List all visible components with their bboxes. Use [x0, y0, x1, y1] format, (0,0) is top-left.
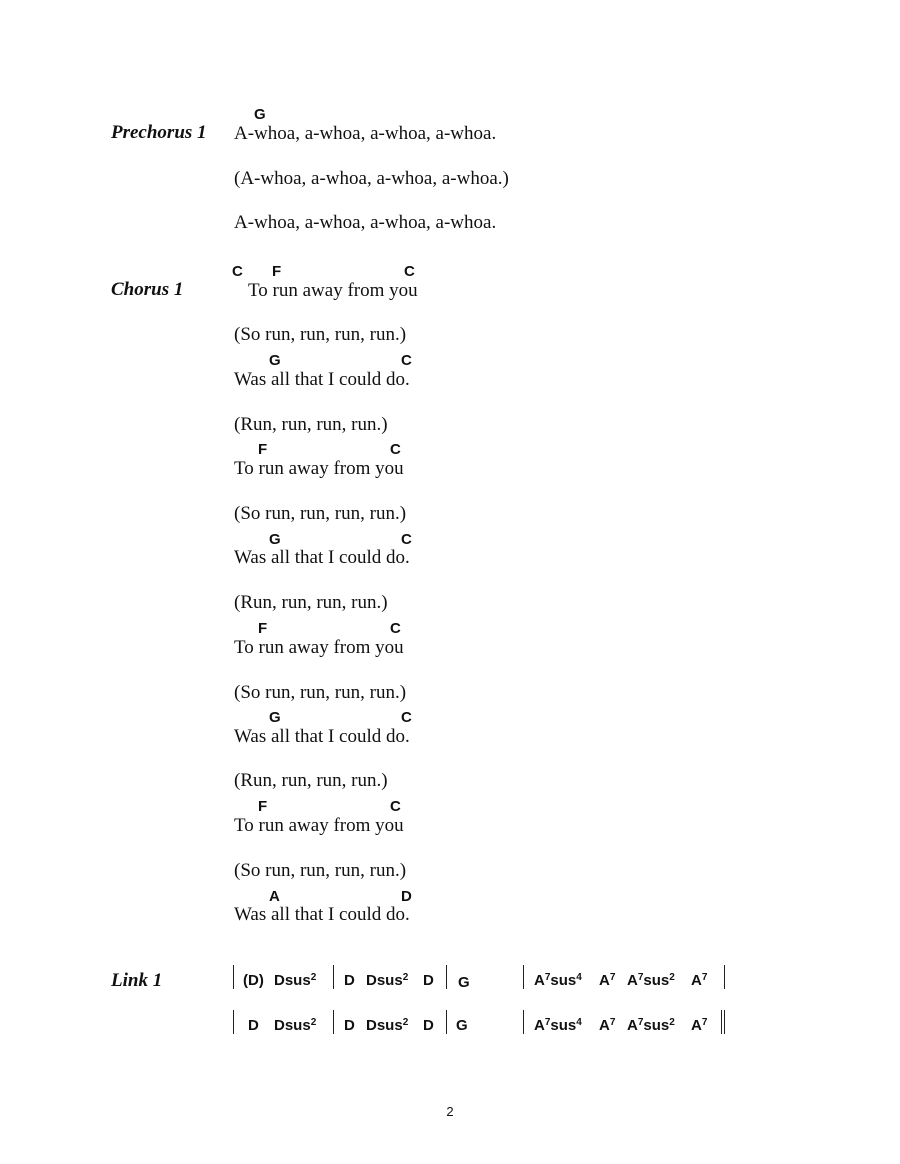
lyric-line: To run away from you: [248, 280, 418, 301]
barline: [233, 1010, 234, 1034]
link-chord: $A^7$: [599, 972, 616, 989]
chord: C: [401, 531, 412, 548]
barline: [523, 965, 524, 989]
lyric-line: A-whoa, a-whoa, a-whoa, a-whoa.: [234, 212, 497, 233]
chord-prechorus-g: G: [254, 106, 266, 123]
lyric-line: (So run, run, run, run.): [234, 860, 407, 881]
chord: C: [390, 620, 401, 637]
link-chord: D: [248, 1017, 259, 1034]
chord: D: [401, 888, 412, 905]
lyric-line: Was all that I could do.: [234, 904, 410, 925]
chord: G: [269, 709, 281, 726]
link-chord: Dsus$^2$: [274, 972, 317, 989]
link-chord: $A^7sus^2$: [627, 972, 675, 989]
chord: F: [258, 798, 268, 815]
section-label-chorus: Chorus 1: [111, 279, 184, 300]
section-label-link: Link 1: [111, 970, 163, 991]
barline: [333, 965, 334, 989]
link-chord: $A^7sus^4$: [534, 972, 582, 989]
link-chord: D: [423, 972, 434, 989]
barline: [446, 1010, 447, 1034]
lyric-line: To run away from you: [234, 815, 404, 836]
barline: [446, 965, 447, 989]
lyric-line: (So run, run, run, run.): [234, 682, 407, 703]
link-chord: D: [423, 1017, 434, 1034]
link-chord: $A^7sus^4$: [534, 1017, 582, 1034]
page-number: 2: [446, 1104, 454, 1119]
chord-chorus-c: C: [404, 263, 415, 280]
link-chord: Dsus$^2$: [274, 1017, 317, 1034]
lyric-line: (So run, run, run, run.): [234, 324, 407, 345]
link-chord: $A^7$: [599, 1017, 616, 1034]
chord-chorus-f: F: [272, 263, 282, 280]
lyric-line: Was all that I could do.: [234, 726, 410, 747]
chord: C: [390, 798, 401, 815]
barline: [233, 965, 234, 989]
barline: [724, 965, 725, 989]
link-chord: Dsus$^2$: [366, 1017, 409, 1034]
chord: G: [269, 352, 281, 369]
chord-chorus-c: C: [232, 263, 243, 280]
chord: F: [258, 620, 268, 637]
lyric-line: Was all that I could do.: [234, 547, 410, 568]
chord: A: [269, 888, 280, 905]
chord: C: [390, 441, 401, 458]
lyric-line: A-whoa, a-whoa, a-whoa, a-whoa.: [234, 123, 497, 144]
lyric-line: To run away from you: [234, 458, 404, 479]
link-chord: G: [456, 1017, 468, 1034]
lyric-line: Was all that I could do.: [234, 369, 410, 390]
barline: [333, 1010, 334, 1034]
link-chord: $A^7sus^2$: [627, 1017, 675, 1034]
section-label-prechorus: Prechorus 1: [111, 122, 207, 143]
chord: C: [401, 709, 412, 726]
link-chord: G: [458, 974, 470, 991]
link-chord: $A^7$: [691, 972, 708, 989]
lyric-line: (Run, run, run, run.): [234, 592, 388, 613]
link-chord: D: [344, 972, 355, 989]
lyric-line: (Run, run, run, run.): [234, 770, 388, 791]
link-chord: D: [344, 1017, 355, 1034]
barline: [523, 1010, 524, 1034]
link-chord: (D): [243, 972, 264, 989]
chord: F: [258, 441, 268, 458]
lyric-line: (Run, run, run, run.): [234, 414, 388, 435]
lyric-line: To run away from you: [234, 637, 404, 658]
link-chord: Dsus$^2$: [366, 972, 409, 989]
link-chord: $A^7$: [691, 1017, 708, 1034]
chord: G: [269, 531, 281, 548]
final-double-barline: [721, 1010, 725, 1034]
chord: C: [401, 352, 412, 369]
lyric-line: (A-whoa, a-whoa, a-whoa, a-whoa.): [234, 168, 509, 189]
lyric-line: (So run, run, run, run.): [234, 503, 407, 524]
